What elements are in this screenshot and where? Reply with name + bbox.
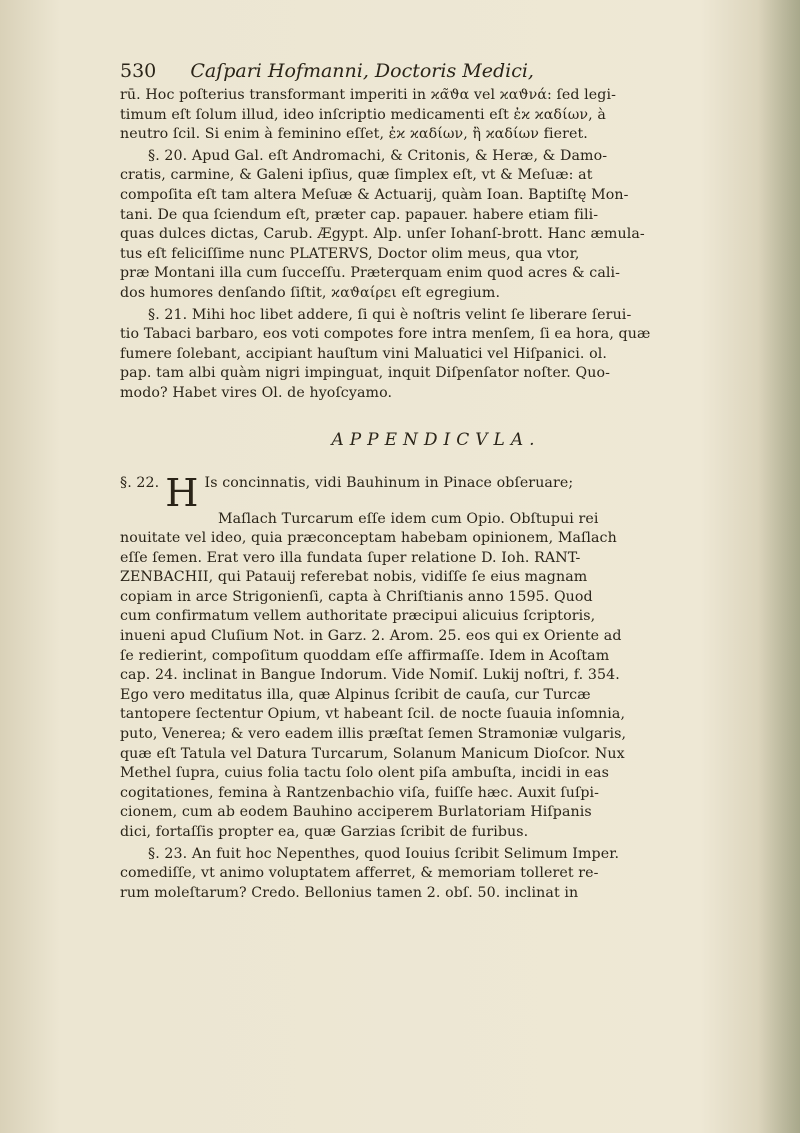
- text-line: pap. tam albi quàm nigri impinguat, inquit Diſpenſator noſter. Quo-: [120, 365, 611, 382]
- text-line: comediſſe, vt animo voluptatem afferret, & memoriam tolleret re-: [120, 865, 599, 882]
- paragraph-2: [120, 147, 752, 304]
- text-line: ſe redierint, compoſitum quoddam eſſe affirmaſſe. Idem in Acoſtam: [120, 647, 610, 664]
- section-heading: APPENDICVLA.: [331, 429, 541, 450]
- text-line: rū. Hoc poſterius transformant imperiti in ϰα̃ϑα vel ϰαϑνά: ſed legi-: [120, 87, 617, 103]
- text-line: cogitationes, femina à Rantzenbachio viſa, fuiſſe hæc. Auxit ſuſpi-: [120, 784, 600, 801]
- text-line: tio Tabaci barbaro, eos voti compotes fore intra menſem, ſi ea hora, quæ: [120, 326, 651, 343]
- text-line: copiam in arce Strigonienſi, capta à Chriſtianis anno 1595. Quod: [120, 588, 593, 605]
- paragraph-4: [120, 474, 752, 843]
- text-line: Ego vero meditatus illa, quæ Alpinus ſcribit de cauſa, cur Turcæ: [120, 686, 591, 703]
- text-line: cum confirmatum vellem authoritate præcipui alicuius ſcriptoris,: [120, 608, 596, 625]
- paragraph-1: [120, 86, 752, 145]
- text-line: dos humores denſando ſiſtit, ϰαϑαίρει eſt egregium.: [120, 284, 501, 301]
- paragraph-5: [120, 845, 752, 904]
- text-line: Is concinnatis, vidi Bauhinum in Pinace obſeruare;: [204, 474, 574, 491]
- text-line: §. 20. Apud Gal. eſt Andromachi, & Critonis, & Heræ, & Damo-: [148, 147, 608, 164]
- text-line: dici, fortaſſis propter ea, quæ Garzias ſcribit de furibus.: [120, 824, 529, 840]
- text-line: modo? Habet vires Ol. de hyoſcyamo.: [120, 384, 393, 401]
- text-line: §. 21. Mihi hoc libet addere, ſi qui è noſtris velint ſe liberare ſerui-: [148, 306, 632, 323]
- running-header: [120, 60, 752, 82]
- text-line: compoſita eſt tam altera Meſuæ & Actuarij, quàm Ioan. Baptiſtę Mon-: [120, 186, 629, 203]
- text-line: Methel ſupra, cuius folia tactu ſolo olent piſa ambuſta, incidi in eas: [120, 765, 609, 782]
- text-line: eſſe ſemen. Erat vero illa fundata ſuper relatione D. Ioh. RANT-: [120, 549, 581, 566]
- text-line: Maſlach Turcarum eſſe idem cum Opio. Obſtupui rei: [218, 510, 599, 527]
- text-line: cap. 24. inclinat in Bangue Indorum. Vide Nomiſ. Lukij noſtri, f. 354.: [120, 667, 620, 684]
- text-line: fumere ſolebant, accipiant hauſtum vini Maluatici vel Hiſpanici. ol.: [120, 345, 607, 362]
- text-line: ZENBACHII, qui Patauij referebat nobis, vidiſſe ſe eius magnam: [120, 569, 588, 586]
- text-line: neutro ſcil. Si enim à feminino eſſet, ἐϰ ϰαδίων, ἢ ϰαδίων fieret.: [120, 126, 588, 143]
- text-line: quæ eſt Tatula vel Datura Turcarum, Solanum Manicum Dioſcor. Nux: [120, 745, 625, 762]
- page-number: 530: [120, 60, 157, 82]
- text-line: cionem, cum ab eodem Bauhino acciperem Burlatoriam Hiſpanis: [120, 804, 592, 821]
- text-line: §. 23. An fuit hoc Nepenthes, quod Iouius ſcribit Selimum Imper.: [148, 845, 620, 862]
- paragraph-3: [120, 306, 752, 404]
- text-line-with-dropcap: [120, 474, 752, 510]
- text-line: timum eſt ſolum illud, ideo inſcriptio medicamenti eſt ἐϰ ϰαδίων, à: [120, 106, 606, 123]
- page-content: [120, 60, 752, 903]
- running-head-title: Caſpari Hofmanni, Doctoris Medici,: [190, 60, 534, 82]
- text-line: cratis, carmine, & Galeni ipſius, quæ ſimplex eſt, vt & Meſuæ: at: [120, 167, 593, 184]
- text-line: præ Montani illa cum ſucceſſu. Præterquam enim quod acres & cali-: [120, 265, 621, 282]
- text-line: quas dulces dictas, Carub. Ægypt. Alp. unſer Iohanſ-brott. Hanc æmula-: [120, 226, 645, 243]
- text-line: nouitate vel ideo, quia præconceptam habebam opinionem, Maſlach: [120, 530, 617, 547]
- text-line: tantopere ſectentur Opium, vt habeant ſcil. de nocte ſuauia inſomnia,: [120, 706, 626, 723]
- text-line: tani. De qua ſciendum eſt, præter cap. papauer. habere etiam fili-: [120, 206, 599, 223]
- text-line: inueni apud Cluſium Not. in Garz. 2. Arom. 25. eos qui ex Oriente ad: [120, 628, 622, 645]
- text-line: puto, Venerea; & vero eadem illis præſtat ſemen Stramoniæ vulgaris,: [120, 726, 627, 743]
- text-line: tus eſt feliciſſime nunc PLATERVS, Doctor olim meus, qua vtor,: [120, 245, 580, 262]
- section-number: §. 22.: [120, 474, 160, 491]
- text-line: rum moleſtarum? Credo. Bellonius tamen 2. obſ. 50. inclinat in: [120, 884, 579, 901]
- page-edge-shadow: [758, 0, 800, 1133]
- drop-cap: H: [165, 473, 199, 510]
